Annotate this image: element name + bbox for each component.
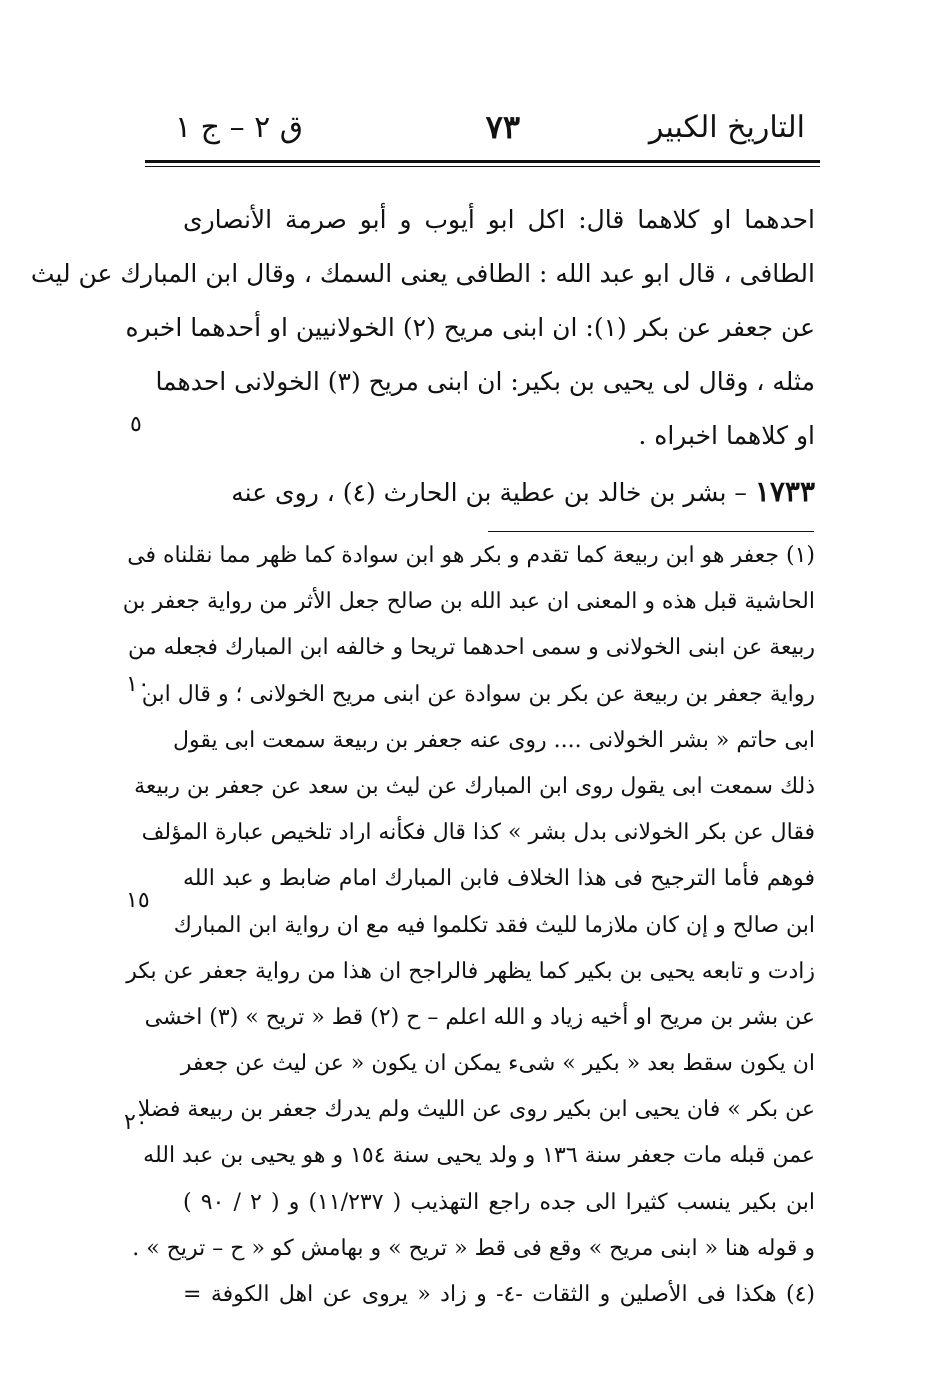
page-header	[175, 102, 805, 152]
footnote-line: ابن صالح و إن كان ملازما لليث فقد تكلموا فيه مع ان رواية ابن المبارك	[173, 912, 815, 938]
text-line: مثله ، وقال لى يحيى بن بكير: ان ابنى مريح (٣) الخولانى احدهما	[155, 367, 815, 396]
footnote-line: (١) جعفر هو ابن ربيعة كما تقدم و بكر هو ابن سوادة كما ظهر مما نقلناه فى	[127, 543, 815, 568]
line-number-15: ١٥	[126, 888, 150, 913]
entry-heading	[183, 465, 815, 519]
footnote-line: عمن قبله مات جعفر سنة ١٣٦ و ولد يحيى سنة ١٥٤ و هو يحيى بن عبد الله	[143, 1143, 815, 1169]
footnote-line: و قوله هنا « ابنى مريح » وقع فى قط « تريح » و بهامش كو « ح – تريح » .	[132, 1235, 815, 1261]
footnote-line: رواية جعفر بن ربيعة عن بكر بن سوادة عن ابنى مريح الخولانى ؛ و قال ابن	[141, 681, 815, 707]
footnote-line: عن بكر » فان يحيى ابن بكير روى عن الليث ولم يدرك جعفر بن ربيعة فضلا	[137, 1097, 815, 1123]
entry-text: – بشر بن خالد بن عطية بن الحارث (٤) ، روى عنه	[231, 478, 755, 507]
line-number-10: ١٠	[126, 672, 150, 697]
main-text	[30, 193, 815, 463]
footnote-line: ابن بكير ينسب كثيرا الى جده راجع التهذيب ( ١١/٢٣٧) و ( ٢ / ٩٠ )	[183, 1189, 815, 1215]
page-number: ٧٣	[485, 108, 520, 146]
entry-number: ١٧٣٣	[754, 475, 815, 508]
footnote-line: عن بشر بن مريح او أخيه زياد و الله اعلم – ح (٢) قط « تريح » (٣) اخشى	[144, 1004, 815, 1030]
footnote-rule	[488, 531, 814, 532]
volume-reference: ق ٢ – ج ١	[175, 110, 304, 145]
line-number-20: ٢٠	[124, 1110, 148, 1135]
footnote-line: فوهم فأما الترجيح فى هذا الخلاف فابن المبارك امام ضابط و عبد الله	[183, 866, 815, 892]
text-line: احدهما او كلاهما قال: اكل ابو أيوب و أبو صرمة الأنصارى	[183, 205, 815, 234]
footnote-line: ابى حاتم « بشر الخولانى .... روى عنه جعفر بن ربيعة سمعت ابى يقول	[173, 727, 815, 753]
footnote-line: ان يكون سقط بعد « بكير » شىء يمكن ان يكون « عن ليث عن جعفر	[180, 1051, 815, 1077]
footnote-line: فقال عن بكر الخولانى بدل بشر » كذا قال فكأنه اراد تلخيص عبارة المؤلف	[141, 820, 815, 846]
footnote-line: الحاشية قبل هذه و المعنى ان عبد الله بن صالح جعل الأثر من رواية جعفر بن	[122, 589, 815, 615]
text-line: عن جعفر عن بكر (١): ان ابنى مريح (٢) الخولانيين او أحدهما اخبره	[125, 313, 815, 342]
line-number-5: ٥	[130, 412, 142, 437]
header-rule	[145, 160, 820, 163]
header-rule-thin	[145, 166, 820, 167]
footnote-line: ذلك سمعت ابى يقول روى ابن المبارك عن ليث بن سعد عن جعفر بن ربيعة	[134, 773, 815, 799]
footnote-line: (٤) هكذا فى الأصلين و الثقات -٤- و زاد « يروى عن اهل الكوفة =	[183, 1282, 815, 1307]
footnote-line: زادت و تابعه يحيى بن بكير كما يظهر فالراجح ان هذا من رواية جعفر عن بكر	[126, 958, 815, 984]
text-line: الطافى ، قال ابو عبد الله : الطافى يعنى السمك ، وقال ابن المبارك عن ليث	[30, 259, 815, 288]
text-line: او كلاهما اخبراه .	[638, 421, 815, 450]
footnote-line: ربيعة عن ابنى الخولانى و سمى احدهما تريحا و خالفه ابن المبارك فجعله من	[128, 635, 815, 661]
running-title: التاريخ الكبير	[648, 110, 805, 145]
